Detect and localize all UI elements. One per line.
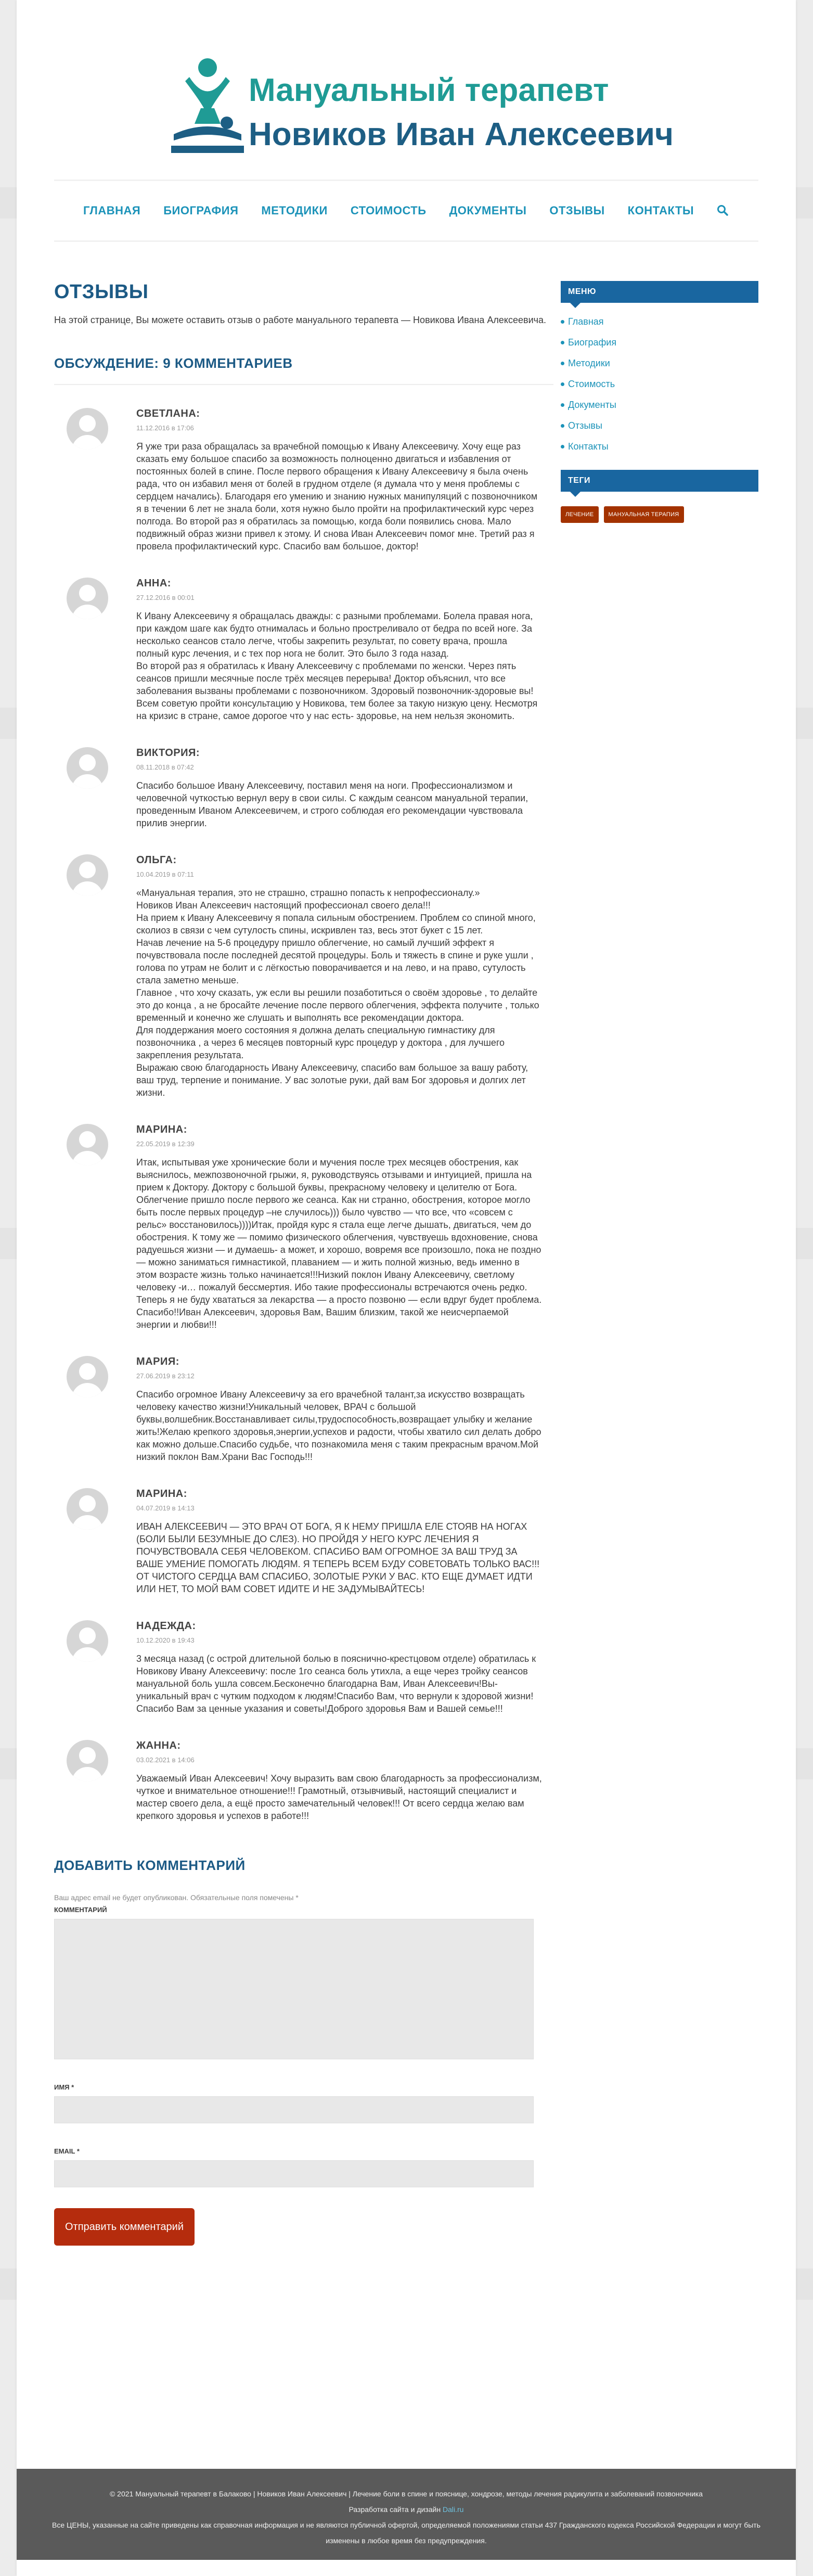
comment xyxy=(54,1113,553,1345)
sidebar-item-prices[interactable]: Стоимость xyxy=(561,379,758,390)
comment-list xyxy=(54,398,553,1837)
nav-item-prices[interactable]: СТОИМОСТЬ xyxy=(350,204,427,217)
avatar xyxy=(67,1488,108,1530)
comment-textarea[interactable] xyxy=(54,1919,534,2059)
comment-date[interactable]: 08.11.2018 в 07:42 xyxy=(136,763,194,771)
comment-author: НАДЕЖДА: xyxy=(136,1620,196,1632)
tags-widget-title: ТЕГИ xyxy=(561,470,758,492)
avatar xyxy=(67,1356,108,1398)
comment-date[interactable]: 04.07.2019 в 14:13 xyxy=(136,1504,195,1512)
comment-date[interactable]: 10.04.2019 в 07:11 xyxy=(136,870,194,878)
comment xyxy=(54,398,553,567)
site-footer xyxy=(17,2469,796,2560)
page-title: ОТЗЫВЫ xyxy=(54,281,149,303)
comment-author: ВИКТОРИЯ: xyxy=(136,747,200,759)
comment xyxy=(54,1610,553,1729)
nav-item-home[interactable]: ГЛАВНАЯ xyxy=(83,204,141,217)
comment-text: Я уже три раза обращалась за врачебной помощью к Ивану Алексеевичу. Хочу еще раз сказать ему большое спасибо за возможность полноценно двигаться и избавления от постоянных болей в спине. После первого обращения к Ивану Алексеевичу я была очень рада, что он избавил меня от болей в грудном отделе (я думала что у меня проблемы с сердцем начались). Благодаря его умению и знанию нужных манипуляций с позвоночником я в течении 6 лет не знала боли, хотя нужно было пройти на профилактический курс через полгода. Во второй раз я обратилась за помощью, когда боли появились снова. Мало подвижный образ жизни привел к этому. И снова Иван Алексеевич помог мне. Третий раз я провела профилактический курс. Спасибо вам большое, доктор! xyxy=(136,441,538,552)
required-fields-note: Ваш адрес email не будет опубликован. Обязательные поля помечены * xyxy=(54,1893,299,1902)
sidebar-item-documents[interactable]: Документы xyxy=(561,400,758,411)
tag-manual-therapy[interactable]: МАНУАЛЬНАЯ ТЕРАПИЯ xyxy=(604,506,684,523)
comment-date[interactable]: 27.06.2019 в 23:12 xyxy=(136,1372,195,1380)
logo-line-2: Новиков Иван Алексеевич xyxy=(249,117,674,152)
reply-title: ДОБАВИТЬ КОММЕНТАРИЙ xyxy=(54,1857,246,1873)
avatar xyxy=(67,1124,108,1165)
name-label: ИМЯ * xyxy=(54,2083,74,2091)
comment xyxy=(54,1345,553,1478)
logo-line-1: Мануальный терапевт xyxy=(249,72,609,108)
footer-disclaimer: Все ЦЕНЫ, указанные на сайте приведены как справочная информация и не являются публичной офертой, определяемой положениями статьи 437 Гражданского кодекса Российской Федерации и могут быть xyxy=(52,2521,760,2529)
site-logo[interactable] xyxy=(150,56,686,160)
comment-date[interactable]: 11.12.2016 в 17:06 xyxy=(136,424,194,432)
avatar xyxy=(67,1740,108,1782)
comment-label: КОММЕНТАРИЙ xyxy=(54,1906,107,1914)
comment-author: МАРИНА: xyxy=(136,1124,187,1135)
avatar xyxy=(67,1620,108,1662)
comment-date[interactable]: 10.12.2020 в 19:43 xyxy=(136,1636,195,1644)
avatar xyxy=(67,747,108,789)
comment-author: АННА: xyxy=(136,578,171,589)
sidebar-item-biography[interactable]: Биография xyxy=(561,337,758,348)
comment-text: ИВАН АЛЕКСЕЕВИЧ — ЭТО ВРАЧ ОТ БОГА, Я К НЕМУ ПРИШЛА ЕЛЕ СТОЯВ НА НОГАХ (БОЛИ БЫЛИ БЕЗУМНЫЕ ДО СЛЕЗ). НО ПРОЙДЯ У НЕГО КУРС ЛЕЧЕНИЯ Я ПОЧУВСТВОВАЛА СЕБЯ ЧЕЛОВЕКОМ. СПАСИБО ВАМ ОГРОМНОЕ ЗА ВАШ ТРУД ЗА ВАШЕ УМЕНИЕ ПОМОГАТЬ ЛЮДЯМ. Я ТЕПЕРЬ ВСЕМ БУДУ СОВЕТОВАТЬ ТОЛЬКО ВАС!!! ОТ ЧИСТОГО СЕРДЦА ВАМ СПАСИБО, ЗОЛОТЫЕ РУКИ У ВАС. КТО ЕЩЕ ДУМАЕТ ИДТИ ИЛИ НЕТ, ТО МОЙ ВАМ СОВЕТ ИДИТЕ И НЕ ЗАДУМЫВАЙТЕСЬ! xyxy=(136,1521,540,1594)
comment-text: Спасибо огромное Ивану Алексеевичу за его врачебной талант,за искусство возвращать человеку качество жизни!Уникальный человек, ВРАЧ с большой буквы,волшебник.Восстанавливает силы,трудоспособность,возвращает улыбку и желание жить!Желаю крепкого здоровья,энергии,успехов и радости, чтобы хватило сил делать добро как можно дольше.Спасибо судьбе, что познакомила меня с таким прекрасным врачом.Мой низкий поклон Вам.Храни Вас Господь!!! xyxy=(136,1389,541,1462)
comment xyxy=(54,567,553,737)
comment-author: МАРИЯ: xyxy=(136,1356,179,1367)
sidebar-item-contacts[interactable]: Контакты xyxy=(561,441,758,452)
comment-author: СВЕТЛАНА: xyxy=(136,408,200,419)
comment-author: ЖАННА: xyxy=(136,1740,181,1751)
avatar xyxy=(67,408,108,450)
comments-title: ОБСУЖДЕНИЕ: 9 КОММЕНТАРИЕВ xyxy=(54,355,553,385)
nav-item-contacts[interactable]: КОНТАКТЫ xyxy=(627,204,694,217)
developer-link[interactable]: Dali.ru xyxy=(442,2505,464,2514)
main-navigation xyxy=(54,180,758,242)
nav-item-methods[interactable]: МЕТОДИКИ xyxy=(261,204,328,217)
footer-copyright: © 2021 Мануальный терапевт в Балаково | Новиков Иван Алексеевич | Лечение боли в спине и пояснице, хондрозе, методы лечения радикулита и заболеваний позвоночника xyxy=(109,2490,703,2498)
comment xyxy=(54,1729,553,1837)
therapist-logo-icon xyxy=(169,56,247,158)
comment xyxy=(54,1478,553,1610)
sidebar-item-home[interactable]: Главная xyxy=(561,316,758,327)
nav-item-biography[interactable]: БИОГРАФИЯ xyxy=(163,204,239,217)
nav-item-documents[interactable]: ДОКУМЕНТЫ xyxy=(449,204,527,217)
tag-treatment[interactable]: ЛЕЧЕНИЕ xyxy=(561,506,599,523)
email-label: EMAIL * xyxy=(54,2147,80,2155)
footer-disclaimer-end: изменены в любое время без предупреждения. xyxy=(326,2536,487,2545)
sidebar-menu xyxy=(561,316,758,452)
menu-widget-title: МЕНЮ xyxy=(561,281,758,303)
comment-author: МАРИНА: xyxy=(136,1488,187,1500)
comment-text: Итак, испытывая уже хронические боли и мучения после трех месяцев обострения, как выяснилось, межпозвоночной грыжи, я, руководствуясь отзывами и интуицией, пришла на прием к Доктору. Доктору с большой буквы, прекрасному человеку и целителю от Бога. Облегчение пришло после первого же сеанса. Как ни странно, обострения, которое могло быть после первых процедур –не случилось))) было чувство — что все, что «совсем с рельс» восстановилось))))Итак, пройдя курс я стала еще легче дышать, двигаться, чем до обострения. К тому же — помимо физического облегчения, чувствуешь вдохновение, снова радуешься жизни — и думаешь- а может, и хорошо, вовремя все произошло, пока не поздно — можно заниматься гимнастикой, плаванием — и жить полной жизнью, ведь именно в этом возрасте жизнь только начинается!!!Низкий поклон Ивану Алексеевичу, светлому человеку -и… пожалуй бессмертия. Ибо такие профессионалы встречаются очень редко. Теперь я не буду хвататься за лекарства — а просто позвоню — если вдруг будет проблема. Спасибо!!Иван Алексеевич, здоровья Вам, Вашим близким, такой же неисчерпаемой энергии и любви!!! xyxy=(136,1157,542,1330)
footer-credits-text: Разработка сайта и дизайн xyxy=(349,2505,441,2514)
tag-cloud xyxy=(561,506,758,523)
submit-comment-button[interactable]: Отправить комментарий xyxy=(54,2208,195,2246)
search-icon[interactable] xyxy=(717,204,729,217)
comment-text: Уважаемый Иван Алексеевич! Хочу выразить вам свою благодарность за профессионализм, чуткое и внимательное отношение!!! Грамотный, отзывчивый, настоящий специалист и мастер своего дела, а ещё просто замечательный человек!!! От всего сердца желаю вам крепкого здоровья и успехов в работе!!! xyxy=(136,1773,542,1821)
email-field[interactable] xyxy=(54,2160,534,2187)
page-intro: На этой странице, Вы можете оставить отзыв о работе мануального терапевта — Новикова Ивана Алексеевича. xyxy=(54,315,547,325)
comment-text: 3 месяца назад (с острой длительной болью в пояснично-крестцовом отделе) обратилась к Новикову Ивану Алексеевичу: после 1го сеанса боль утихла, а еще через тройку сеансов мануальной боль ушла совсем.Бесконечно благодарна Вам, Иван Алексеевич!Вы- уникальный врач с чутким подходом к людям!Спасибо Вам, что вернули к здоровой жизни!Спасибо Вам за ценные указания и советы!Доброго здоровья Вам и Вашей семье!!! xyxy=(136,1654,536,1714)
footer-credits xyxy=(17,2502,796,2517)
sidebar-item-reviews[interactable]: Отзывы xyxy=(561,420,758,431)
site-container xyxy=(17,0,796,2576)
comment xyxy=(54,737,553,844)
main-content xyxy=(54,281,553,2246)
comment-text: «Мануальная терапия, это не страшно, страшно попасть к непрофессионалу.» Новиков Иван Алексеевич настоящий профессионал своего дела!!! На прием к Ивану Алексеевичу я попала сильным обострением. Проблем со спиной много, сколиоз в связи с чем сутулость спины, искривлен таз, весь этот букет с 15 лет. Начав лечение на 5-6 процедуру пришло облегчение, но самый лучший эффект я почувствовала после последней десятой процедуры. Боль и тяжесть в спине и руке ушли , голова по утрам не болит и с лёгкостью поворачивается и на лево, и на право, сутулость стала заметно меньше. Главное , что хочу сказать, уж если вы решили позаботиться о своём здоровье , то делайте это до конца , а не бросайте лечение после первого облегчения, эффекта получите , только временный и конечно же слушать и выполнять все рекомендации доктора. Для поддержания моего состояния я должна делать специальную гимнастику для позвоночника , а через 6 месяцев повторный курс процедур у доктора , для лучшего закрепления результата. Выражаю свою благодарность Ивану Алексеевичу, спасибо вам большое за вашу работу, ваш труд, терпение и понимание. У вас золотые руки, дай вам Бог здоровья и долгих лет жизни. xyxy=(136,888,539,1098)
comment xyxy=(54,844,553,1113)
nav-item-reviews[interactable]: ОТЗЫВЫ xyxy=(549,204,605,217)
avatar xyxy=(67,578,108,619)
sidebar-item-methods[interactable]: Методики xyxy=(561,358,758,369)
name-field[interactable] xyxy=(54,2096,534,2123)
comment-author: ОЛЬГА: xyxy=(136,854,177,866)
comment-date[interactable]: 03.02.2021 в 14:06 xyxy=(136,1756,195,1764)
comment-text: К Ивану Алексеевичу я обращалась дважды: с разными проблемами. Болела правая нога, при каждом шаге как будто отнималась и больно простреливало от бедра по всей ноге. За несколько сеансов стало легче, чтобы закрепить результат, по совету врача, прошла полный курс лечения, и с тех пор нога не болит. Это было 3 года назад. Во второй раз я обратилась к Ивану Алексеевичу с проблемами по женски. Через пять сеансов пришли месячные после трёх месяцев перерыва! Доктор объяснил, что все заболевания вызваны проблемами с позвоночником. Здоровый позвоночник-здоровые вы! Всем советую пройти консультацию у Новикова, тем более за такую низкую цену. Несмотря на кризис в стране, самое дорогое что у нас есть- здоровье, на нем нельзя экономить. xyxy=(136,611,538,721)
comment-text: Спасибо большое Ивану Алексеевичу, поставил меня на ноги. Профессионализмом и человечной чуткостью вернул веру в свои силы. С каждым сеансом мануальной терапии, проведенным Иваном Алексеевичем, и строго соблюдая его рекомендации чувствовала прилив энергии. xyxy=(136,780,528,828)
avatar xyxy=(67,854,108,896)
sidebar xyxy=(561,281,758,523)
comment-date[interactable]: 22.05.2019 в 12:39 xyxy=(136,1140,195,1148)
comment-date[interactable]: 27.12.2016 в 00:01 xyxy=(136,594,195,601)
comment-form xyxy=(54,1857,553,2246)
